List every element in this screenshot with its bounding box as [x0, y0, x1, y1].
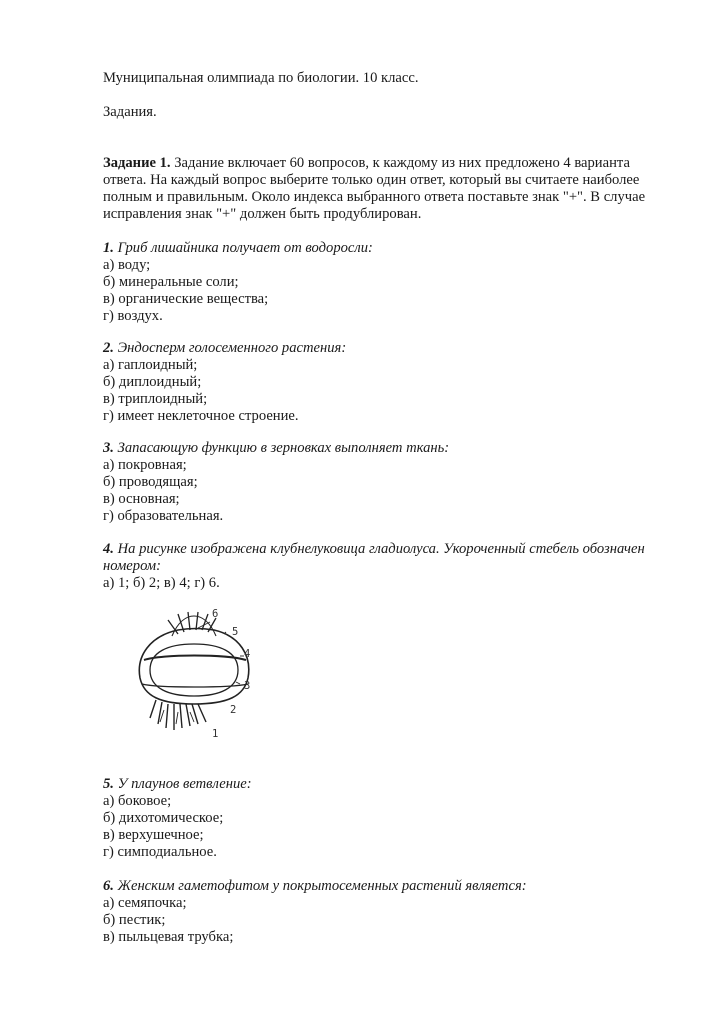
- figure-label-5: 5: [232, 626, 239, 638]
- question-3-option-c: в) основная;: [103, 491, 180, 507]
- question-1-option-a: а) воду;: [103, 257, 151, 273]
- question-3-option-a: а) покровная;: [103, 457, 187, 473]
- question-3-text: Запасающую функцию в зерновках выполняет ткань:: [113, 440, 450, 456]
- figure-label-1: 1: [212, 728, 219, 740]
- question-2-option-c: в) триплоидный;: [103, 391, 208, 407]
- question-2-option-b: б) диплоидный;: [103, 374, 202, 390]
- question-1-number: 1.: [103, 240, 114, 256]
- question-6-option-c: в) пыльцевая трубка;: [103, 929, 234, 945]
- roots-shape: [150, 700, 206, 730]
- question-5-option-d: г) симподиальное.: [103, 844, 217, 860]
- question-2-option-a: а) гаплоидный;: [103, 357, 198, 373]
- question-4-heading: [103, 541, 645, 558]
- question-3-option-b: б) проводящая;: [103, 474, 198, 490]
- question-5-option-c: в) верхушечное;: [103, 827, 204, 843]
- task1-text-3: полным и правильным. Около индекса выбранного ответа поставьте знак "+". В случае: [103, 189, 646, 205]
- question-4-options: а) 1; б) 2; в) 4; г) 6.: [103, 575, 220, 591]
- question-5-number: 5.: [103, 776, 114, 792]
- question-6-number: 6.: [103, 878, 114, 894]
- task1-text-2: ответа. На каждый вопрос выберите только один ответ, который вы считаете наиболее: [103, 172, 640, 188]
- question-6-heading: [103, 878, 527, 895]
- question-2-heading: [103, 340, 346, 357]
- question-6-option-a: а) семяпочка;: [103, 895, 187, 911]
- outer-scale-shape: [139, 629, 251, 705]
- figure-label-3: 3: [244, 680, 251, 692]
- question-1-option-b: б) минеральные соли;: [103, 274, 239, 290]
- corm-body-shape: [150, 644, 238, 696]
- question-1-heading: [103, 240, 373, 257]
- question-2-text: Эндосперм голосеменного растения:: [113, 340, 347, 356]
- leader-line-3: [236, 682, 240, 684]
- task1-label: Задание 1.: [103, 155, 171, 171]
- question-3-number: 3.: [103, 440, 114, 456]
- task1-text-4: исправления знак "+" должен быть продублирован.: [103, 206, 422, 222]
- question-6-option-b: б) пестик;: [103, 912, 166, 928]
- question-1-text: Гриб лишайника получает от водоросли:: [113, 240, 373, 256]
- question-6-text: Женским гаметофитом у покрытосеменных растений является:: [113, 878, 527, 894]
- question-2-number: 2.: [103, 340, 114, 356]
- question-1-option-c: в) органические вещества;: [103, 291, 269, 307]
- question-5-option-a: а) боковое;: [103, 793, 172, 809]
- question-4-text-continued: номером:: [103, 558, 161, 574]
- gladiolus-corm-figure: [128, 608, 288, 748]
- apex-shape: [172, 616, 216, 636]
- task1-text-1: Задание включает 60 вопросов, к каждому из них предложено 4 варианта: [170, 155, 630, 171]
- figure-label-2: 2: [230, 704, 237, 716]
- question-4-text: На рисунке изображена клубнелуковица гладиолуса. Укороченный стебель обозначен: [113, 541, 645, 557]
- question-5-option-b: б) дихотомическое;: [103, 810, 224, 826]
- question-4-number: 4.: [103, 541, 114, 557]
- question-2-option-d: г) имеет неклеточное строение.: [103, 408, 299, 424]
- task1-intro-line-1: [103, 155, 630, 172]
- question-3-heading: [103, 440, 449, 457]
- document-subtitle: Задания.: [103, 104, 157, 120]
- document-title: Муниципальная олимпиада по биологии. 10 класс.: [103, 70, 419, 86]
- figure-label-6: 6: [212, 608, 219, 620]
- question-5-text: У плаунов ветвление:: [113, 776, 252, 792]
- corm-band-shape: [144, 656, 246, 661]
- figure-label-4: 4: [244, 648, 251, 660]
- question-3-option-d: г) образовательная.: [103, 508, 224, 524]
- corm-drawing: [128, 608, 288, 748]
- question-5-heading: [103, 776, 252, 793]
- question-1-option-d: г) воздух.: [103, 308, 163, 324]
